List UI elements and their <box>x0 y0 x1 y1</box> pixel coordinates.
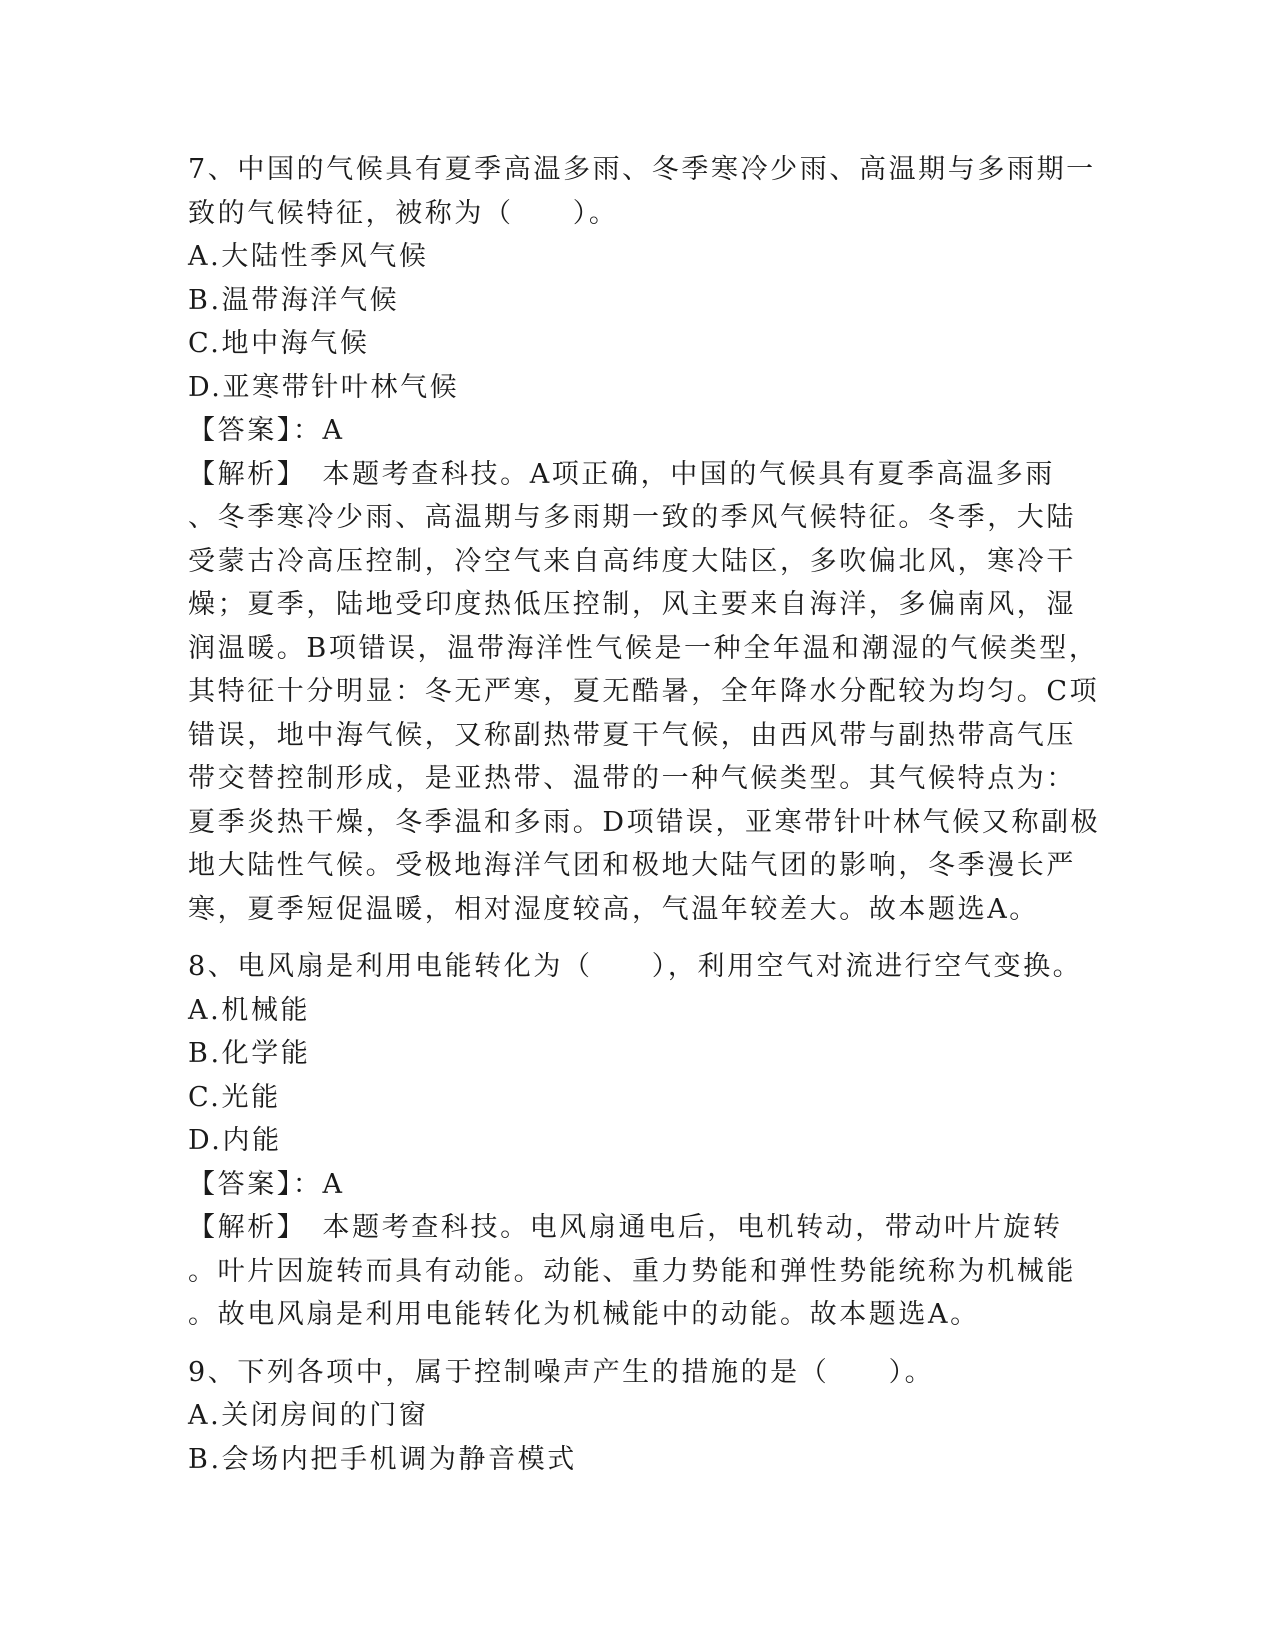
analysis-line: 、冬季寒冷少雨、高温期与多雨期一致的季风气候特征。冬季，大陆 <box>188 502 1076 533</box>
question-7 <box>188 148 1101 931</box>
analysis-line: 燥；夏季，陆地受印度热低压控制，风主要来自海洋，多偏南风，湿 <box>188 589 1076 620</box>
analysis-line: 地大陆性气候。受极地海洋气团和极地大陆气团的影响，冬季漫长严 <box>188 850 1076 881</box>
question-spacer <box>188 1337 1098 1351</box>
option-a: A.机械能 <box>188 994 311 1026</box>
analysis-line: 【解析】 本题考查科技。A项正确，中国的气候具有夏季高温多雨 <box>188 458 1055 490</box>
document-page <box>188 148 1101 1481</box>
analysis-line: 其特征十分明显：冬无严寒，夏无酷暑，全年降水分配较为均匀。C项 <box>188 676 1100 707</box>
option-d: D.内能 <box>188 1125 282 1156</box>
analysis-line: 润温暖。B项错误，温带海洋性气候是一种全年温和潮湿的气候类型， <box>188 632 1099 664</box>
option-c: C.地中海气候 <box>188 328 370 359</box>
analysis-line: 错误，地中海气候，又称副热带夏干气候，由西风带与副热带高气压 <box>188 719 1076 751</box>
option-c: C.光能 <box>188 1081 281 1113</box>
analysis-line: 夏季炎热干燥，冬季温和多雨。D项错误，亚寒带针叶林气候又称副极 <box>188 806 1101 838</box>
analysis-line: 带交替控制形成，是亚热带、温带的一种气候类型。其气候特点为： <box>188 763 1076 794</box>
question-8 <box>188 945 1098 1337</box>
option-b: B.化学能 <box>188 1038 311 1069</box>
option-b: B.温带海洋气候 <box>188 284 400 316</box>
analysis-line: 。叶片因旋转而具有动能。动能、重力势能和弹性势能统称为机械能 <box>188 1255 1076 1287</box>
option-d: D.亚寒带针叶林气候 <box>188 371 460 403</box>
question-stem-line: 致的气候特征，被称为（ ）。 <box>188 197 619 229</box>
question-9 <box>188 1351 1098 1482</box>
analysis-line: 【解析】 本题考查科技。电风扇通电后，电机转动，带动叶片旋转 <box>188 1212 1063 1243</box>
analysis-line: 受蒙古冷高压控制，冷空气来自高纬度大陆区，多吹偏北风，寒冷干 <box>188 545 1076 577</box>
question-stem-line: 7、中国的气候具有夏季高温多雨、冬季寒冷少雨、高温期与多雨期一 <box>188 154 1096 185</box>
option-a: A.大陆性季风气候 <box>188 241 429 272</box>
question-stem-line: 9、下列各项中，属于控制噪声产生的措施的是（ ）。 <box>188 1356 935 1388</box>
answer-line: 【答案】：A <box>188 1168 345 1200</box>
question-spacer <box>188 931 1098 945</box>
analysis-line: 。故电风扇是利用电能转化为机械能中的动能。故本题选A。 <box>188 1299 980 1330</box>
option-a: A.关闭房间的门窗 <box>188 1400 429 1431</box>
question-stem-line: 8、电风扇是利用电能转化为（ ），利用空气对流进行空气变换。 <box>188 951 1083 982</box>
option-b: B.会场内把手机调为静音模式 <box>188 1443 577 1475</box>
analysis-line: 寒，夏季短促温暖，相对湿度较高，气温年较差大。故本题选A。 <box>188 893 1039 925</box>
answer-line: 【答案】：A <box>188 415 345 446</box>
